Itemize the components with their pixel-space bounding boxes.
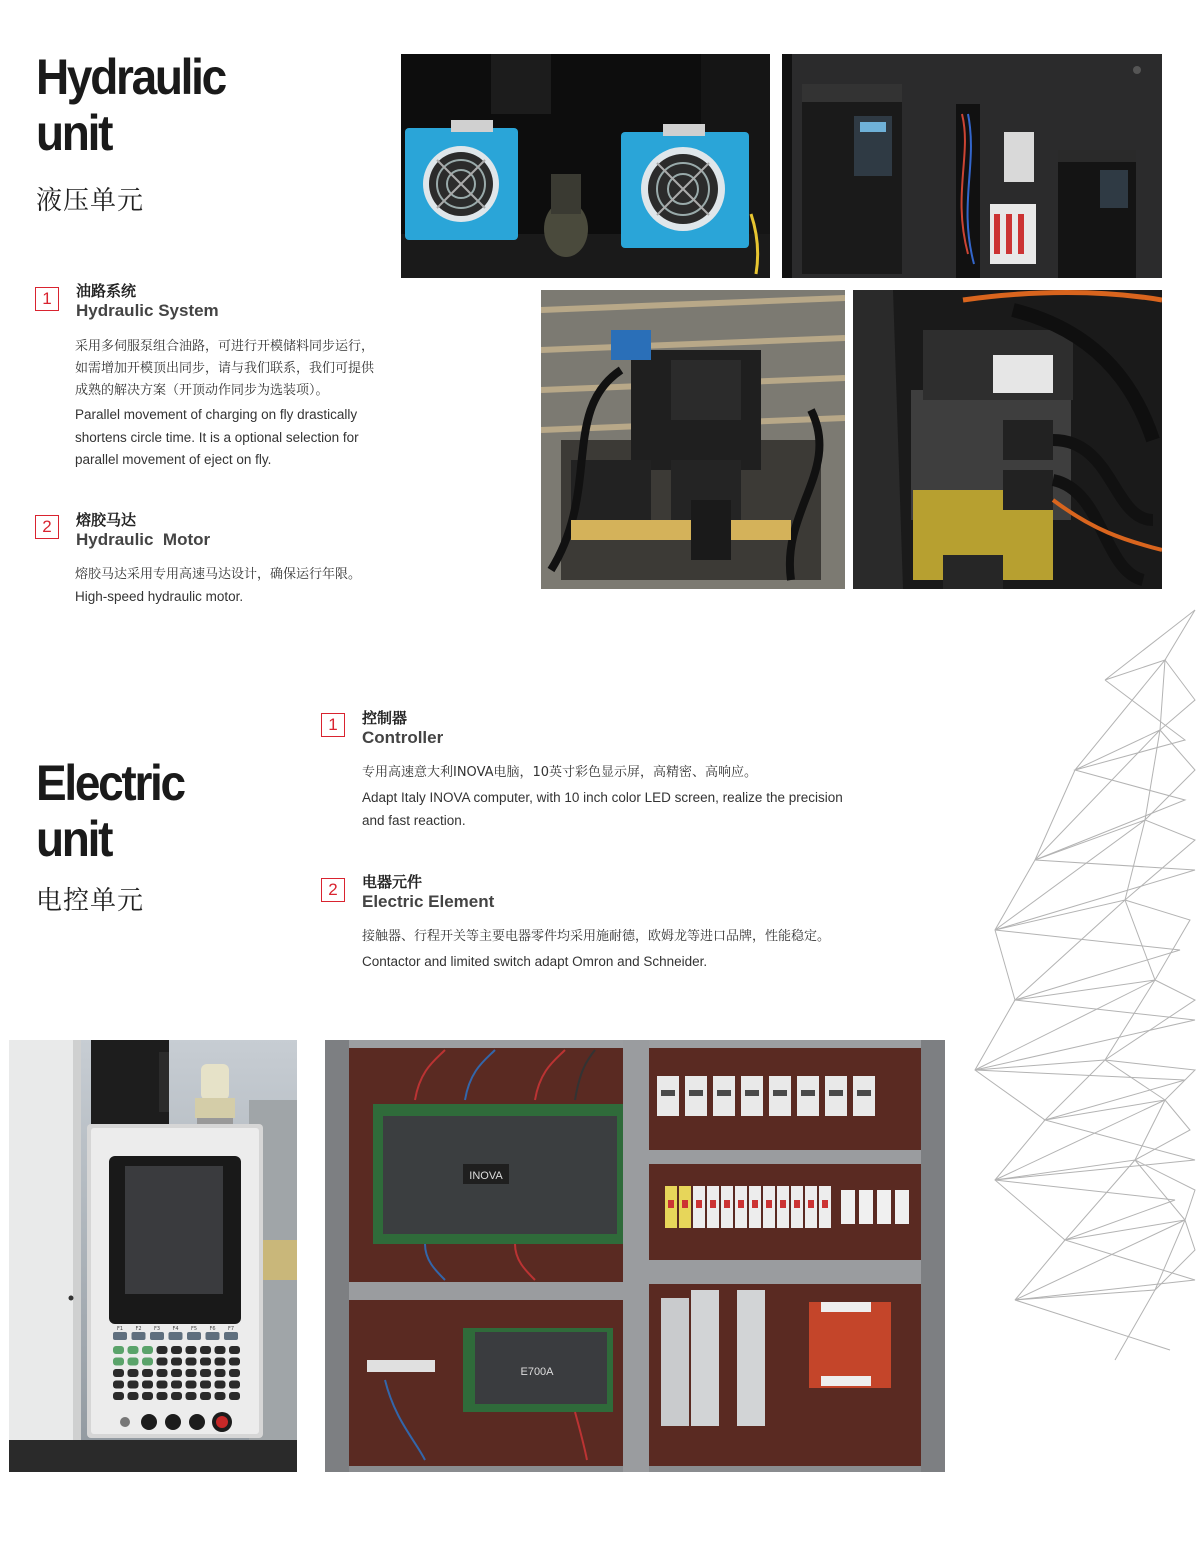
- keypad-key: [229, 1392, 240, 1400]
- desc-en-line: and fast reaction.: [362, 812, 466, 828]
- keypad-key: [229, 1346, 240, 1354]
- breaker-row: [665, 1186, 909, 1228]
- contactor-label-plate: [773, 1090, 787, 1096]
- breaker-toggle: [696, 1200, 702, 1208]
- function-key: [224, 1332, 238, 1340]
- photo-valve-block: [853, 290, 1162, 589]
- desc-en-line: Parallel movement of charging on fly drastically: [75, 407, 358, 422]
- function-key-label: F2: [135, 1326, 142, 1332]
- contactor-label-plate: [745, 1090, 759, 1096]
- keypad-key: [200, 1392, 211, 1400]
- electric-item-number: 2: [321, 878, 345, 902]
- module-label: E700A: [520, 1366, 554, 1378]
- keypad-key: [128, 1358, 139, 1366]
- keypad-key: [128, 1346, 139, 1354]
- photo-hydraulic-coolers: [401, 54, 770, 278]
- keypad-key: [171, 1369, 182, 1377]
- desc-en-line: Contactor and limited switch adapt Omron and Schneider.: [362, 954, 708, 969]
- controller-desc: [362, 762, 962, 832]
- breaker-toggle: [808, 1200, 814, 1208]
- keypad-key: [215, 1346, 226, 1354]
- function-key: [169, 1332, 183, 1340]
- emergency-stop-icon: [216, 1416, 228, 1428]
- photo-electric-cabinet: [325, 1040, 945, 1472]
- photo-controller: [9, 1040, 297, 1472]
- breaker-toggle: [682, 1200, 688, 1208]
- keypad-key: [142, 1369, 153, 1377]
- desc-cn-line: 接触器、行程开关等主要电器零件均采用施耐德，欧姆龙等进口品牌，性能稳定。: [362, 929, 831, 944]
- keypad-key: [113, 1358, 124, 1366]
- cooler-left: [405, 120, 518, 240]
- decorative-mesh: [955, 600, 1200, 1380]
- keypad-key: [200, 1369, 211, 1377]
- photo-hydraulic-manifold: [541, 290, 845, 589]
- function-key-label: F1: [116, 1326, 124, 1332]
- keypad-key: [229, 1369, 240, 1377]
- photo-servo-drives: [782, 54, 1162, 278]
- keypad-key: [186, 1392, 197, 1400]
- keypad-key: [215, 1381, 226, 1389]
- desc-en-line: parallel movement of eject on fly.: [75, 452, 272, 467]
- function-key: [206, 1332, 220, 1340]
- hydraulic-title-line1: Hydraulic: [36, 49, 225, 105]
- relay: [877, 1190, 891, 1224]
- keypad-key: [200, 1381, 211, 1389]
- keypad-key: [186, 1358, 197, 1366]
- keypad-key: [113, 1369, 124, 1377]
- keypad-key: [157, 1369, 168, 1377]
- keypad-key: [113, 1381, 124, 1389]
- keypad-key: [128, 1369, 139, 1377]
- breaker-toggle: [752, 1200, 758, 1208]
- keypad-key: [186, 1381, 197, 1389]
- relay: [895, 1190, 909, 1224]
- keypad-key: [171, 1358, 182, 1366]
- keypad-key: [113, 1346, 124, 1354]
- hydraulic-title-cn: 液压单元: [36, 186, 145, 216]
- desc-en-line: Adapt Italy INOVA computer, with 10 inch color LED screen, realize the precision: [362, 790, 843, 805]
- keypad-key: [142, 1358, 153, 1366]
- hydraulic-item-number: 2: [35, 515, 59, 539]
- hydraulic-title-line2: unit: [36, 105, 112, 161]
- hydraulic-title: [36, 49, 225, 161]
- hydraulic-motor-desc: [75, 564, 475, 609]
- keypad-key: [113, 1392, 124, 1400]
- relay: [841, 1190, 855, 1224]
- contactor-label-plate: [829, 1090, 843, 1096]
- electric-element-title-cn: 电器元件: [362, 873, 423, 891]
- keypad-key: [157, 1358, 168, 1366]
- contactor-label-plate: [801, 1090, 815, 1096]
- breaker-toggle: [822, 1200, 828, 1208]
- function-key-label: F4: [172, 1326, 179, 1332]
- cooler-right: [621, 124, 749, 248]
- desc-cn-line: 采用多伺服泵组合油路，可进行开模储料同步运行，: [75, 339, 375, 354]
- power-supplies: [661, 1290, 765, 1426]
- keypad-key: [215, 1369, 226, 1377]
- function-key-label: F3: [153, 1326, 161, 1332]
- keypad-key: [142, 1381, 153, 1389]
- keypad-key: [157, 1392, 168, 1400]
- keypad-key: [128, 1381, 139, 1389]
- controller-brand-label: INOVA: [469, 1170, 503, 1182]
- keypad-key: [229, 1381, 240, 1389]
- function-key: [113, 1332, 127, 1340]
- electric-element-desc: [362, 926, 962, 974]
- desc-cn-line: 成熟的解决方案（开顶动作同步为选装项）。: [75, 383, 329, 398]
- keypad-key: [171, 1346, 182, 1354]
- electric-title: [36, 755, 184, 867]
- breaker-toggle: [780, 1200, 786, 1208]
- keypad-key: [171, 1381, 182, 1389]
- desc-cn-line: 熔胶马达采用专用高速马达设计，确保运行年限。: [75, 567, 362, 582]
- function-key: [132, 1332, 146, 1340]
- hydraulic-system-title-cn: 油路系统: [76, 282, 137, 300]
- hydraulic-system-title-en: Hydraulic System: [76, 301, 219, 320]
- keypad-key: [171, 1392, 182, 1400]
- relay: [859, 1190, 873, 1224]
- keypad-key: [186, 1369, 197, 1377]
- main-controller-board: [373, 1104, 623, 1244]
- electric-title-line1: Electric: [36, 755, 184, 811]
- hydraulic-system-desc: [75, 336, 475, 472]
- keypad-key: [200, 1346, 211, 1354]
- hydraulic-item-number: 1: [35, 287, 59, 311]
- contactor-label-plate: [689, 1090, 703, 1096]
- keypad-key: [142, 1392, 153, 1400]
- breaker-toggle: [766, 1200, 772, 1208]
- keypad-key: [157, 1346, 168, 1354]
- controller-title-en: Controller: [362, 728, 444, 747]
- breaker-toggle: [668, 1200, 674, 1208]
- keypad-key: [215, 1392, 226, 1400]
- function-key: [187, 1332, 201, 1340]
- keypad-key: [157, 1381, 168, 1389]
- desc-en-line: High-speed hydraulic motor.: [75, 589, 244, 604]
- function-key-label: F5: [190, 1326, 198, 1332]
- keypad-key: [215, 1358, 226, 1366]
- hydraulic-motor-title-cn: 熔胶马达: [76, 511, 137, 529]
- contactor-label-plate: [857, 1090, 871, 1096]
- function-key-label: F7: [227, 1326, 235, 1332]
- contactor-label-plate: [717, 1090, 731, 1096]
- keypad-key: [142, 1346, 153, 1354]
- function-key: [150, 1332, 164, 1340]
- keypad-key: [200, 1358, 211, 1366]
- desc-cn-line: 如需增加开模顶出同步，请与我们联系，我们可提供: [75, 361, 375, 376]
- breaker-toggle: [710, 1200, 716, 1208]
- controller-title-cn: 控制器: [362, 709, 408, 727]
- keypad-key: [128, 1392, 139, 1400]
- keypad-key: [229, 1358, 240, 1366]
- breaker-toggle: [738, 1200, 744, 1208]
- electric-element-title-en: Electric Element: [362, 892, 495, 911]
- electric-title-line2: unit: [36, 811, 112, 867]
- desc-cn-line: 专用高速意大利INOVA电脑，10英寸彩色显示屏，高精密、高响应。: [362, 765, 758, 780]
- keypad-key: [186, 1346, 197, 1354]
- breaker-toggle: [724, 1200, 730, 1208]
- breaker-toggle: [794, 1200, 800, 1208]
- function-key-label: F6: [209, 1326, 216, 1332]
- desc-en-line: shortens circle time. It is a optional selection for: [75, 429, 359, 445]
- display-screen: [109, 1156, 241, 1324]
- electric-item-number: 1: [321, 713, 345, 737]
- e700a-module: [463, 1328, 613, 1412]
- contactor-label-plate: [661, 1090, 675, 1096]
- hydraulic-motor-title-en: Hydraulic Motor: [76, 530, 211, 549]
- electric-title-cn: 电控单元: [36, 886, 145, 916]
